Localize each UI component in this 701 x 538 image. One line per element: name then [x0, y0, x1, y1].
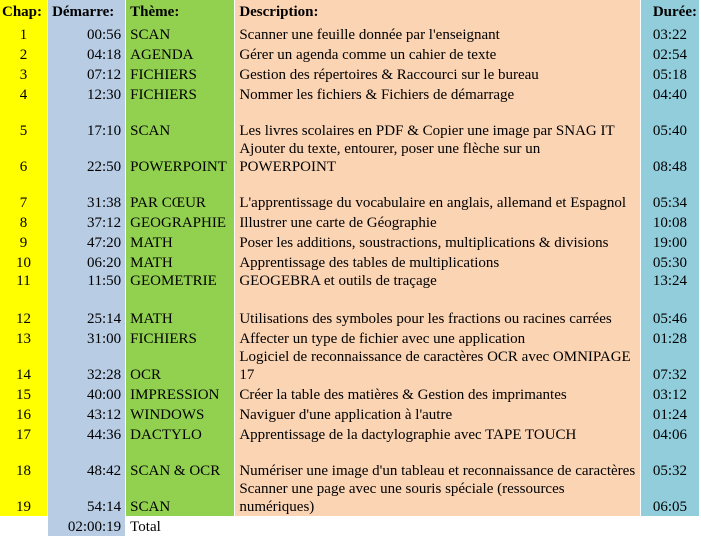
start-cell: 40:00 [48, 384, 125, 404]
table-row [0, 104, 699, 140]
duration-cell: 03:22 [641, 24, 699, 44]
start-cell: 11:50 [48, 272, 125, 292]
header-start: Démarre: [48, 0, 125, 24]
duration-cell: 04:40 [641, 84, 699, 104]
description-cell: Apprentissage de la dactylographie avec TAPE TOUCH [235, 424, 640, 444]
header-duration: Durée: [641, 0, 699, 24]
chap-cell: 12 [0, 292, 47, 328]
start-cell: 47:20 [48, 232, 125, 252]
table-row [0, 212, 699, 232]
table-row [0, 404, 699, 424]
chap-cell: 5 [0, 104, 47, 140]
duration-cell: 01:24 [641, 404, 699, 424]
duration-cell: 05:34 [641, 176, 699, 212]
theme-cell: SCAN [126, 24, 234, 44]
theme-cell: AGENDA [126, 44, 234, 64]
description-cell: Ajouter du texte, entourer, poser une flèche sur un POWERPOINT [235, 140, 640, 176]
theme-cell: SCAN [126, 480, 234, 516]
total-label: Total [126, 516, 234, 536]
duration-cell: 08:48 [641, 140, 699, 176]
header-theme: Thème: [126, 0, 234, 24]
duration-cell: 04:06 [641, 424, 699, 444]
table-row [0, 140, 699, 176]
description-cell: L'apprentissage du vocabulaire en anglais, allemand et Espagnol [235, 176, 640, 212]
table-row [0, 348, 699, 384]
start-cell: 22:50 [48, 140, 125, 176]
start-cell: 07:12 [48, 64, 125, 84]
description-cell: Gestion des répertoires & Raccourci sur le bureau [235, 64, 640, 84]
table-header-row [0, 0, 699, 24]
duration-cell: 05:46 [641, 292, 699, 328]
duration-cell: 10:08 [641, 212, 699, 232]
chap-cell: 6 [0, 140, 47, 176]
chap-cell: 3 [0, 64, 47, 84]
theme-cell: GEOMETRIE [126, 272, 234, 292]
start-cell: 37:12 [48, 212, 125, 232]
table-row [0, 328, 699, 348]
start-cell: 12:30 [48, 84, 125, 104]
theme-cell: FICHIERS [126, 328, 234, 348]
duration-cell: 05:30 [641, 252, 699, 272]
theme-cell: MATH [126, 252, 234, 272]
chap-cell: 4 [0, 84, 47, 104]
description-cell: Affecter un type de fichier avec une application [235, 328, 640, 348]
description-cell: Illustrer une carte de Géographie [235, 212, 640, 232]
duration-cell: 06:05 [641, 480, 699, 516]
theme-cell: WINDOWS [126, 404, 234, 424]
start-cell: 25:14 [48, 292, 125, 328]
theme-cell: IMPRESSION [126, 384, 234, 404]
total-blank-cell [0, 516, 47, 536]
chap-cell: 19 [0, 480, 47, 516]
start-cell: 44:36 [48, 424, 125, 444]
description-cell: Scanner une feuille donnée par l'enseignant [235, 24, 640, 44]
start-cell: 00:56 [48, 24, 125, 44]
description-cell: Naviguer d'une application à l'autre [235, 404, 640, 424]
table-row [0, 292, 699, 328]
table-row [0, 252, 699, 272]
theme-cell: POWERPOINT [126, 140, 234, 176]
table-row [0, 176, 699, 212]
duration-cell: 05:18 [641, 64, 699, 84]
table-row [0, 384, 699, 404]
start-cell: 31:38 [48, 176, 125, 212]
start-cell: 31:00 [48, 328, 125, 348]
table-row [0, 232, 699, 252]
chap-cell: 11 [0, 272, 47, 292]
theme-cell: PAR CŒUR [126, 176, 234, 212]
duration-cell: 07:32 [641, 348, 699, 384]
duration-cell: 05:40 [641, 104, 699, 140]
theme-cell: FICHIERS [126, 84, 234, 104]
description-cell: Poser les additions, soustractions, multiplications & divisions [235, 232, 640, 252]
chap-cell: 9 [0, 232, 47, 252]
theme-cell: MATH [126, 232, 234, 252]
duration-cell: 13:24 [641, 272, 699, 292]
description-cell: Gérer un agenda comme un cahier de texte [235, 44, 640, 64]
description-cell: GEOGEBRA et outils de traçage [235, 272, 640, 292]
start-cell: 43:12 [48, 404, 125, 424]
table-row [0, 272, 699, 292]
table-row [0, 84, 699, 104]
table-row [0, 24, 699, 44]
chap-cell: 8 [0, 212, 47, 232]
start-cell: 04:18 [48, 44, 125, 64]
description-cell: Apprentissage des tables de multiplications [235, 252, 640, 272]
description-cell: Les livres scolaires en PDF & Copier une image par SNAG IT [235, 104, 640, 140]
theme-cell: GEOGRAPHIE [126, 212, 234, 232]
theme-cell: MATH [126, 292, 234, 328]
start-cell: 17:10 [48, 104, 125, 140]
header-description: Description: [235, 0, 640, 24]
chap-cell: 14 [0, 348, 47, 384]
theme-cell: OCR [126, 348, 234, 384]
chap-cell: 18 [0, 444, 47, 480]
description-cell: Créer la table des matières & Gestion des imprimantes [235, 384, 640, 404]
start-cell: 06:20 [48, 252, 125, 272]
table-row [0, 424, 699, 444]
start-cell: 32:28 [48, 348, 125, 384]
chap-cell: 13 [0, 328, 47, 348]
total-row [0, 516, 699, 536]
total-blank-cell [641, 516, 699, 536]
duration-cell: 05:32 [641, 444, 699, 480]
description-cell: Utilisations des symboles pour les fractions ou racines carrées [235, 292, 640, 328]
description-cell: Numériser une image d'un tableau et reconnaissance de caractères [235, 444, 640, 480]
chap-cell: 17 [0, 424, 47, 444]
table-row [0, 44, 699, 64]
theme-cell: SCAN [126, 104, 234, 140]
total-time: 02:00:19 [48, 516, 125, 536]
duration-cell: 02:54 [641, 44, 699, 64]
theme-cell: FICHIERS [126, 64, 234, 84]
table-row [0, 64, 699, 84]
duration-cell: 03:12 [641, 384, 699, 404]
description-cell: Scanner une page avec une souris spéciale (ressources numériques) [235, 480, 640, 516]
description-cell: Nommer les fichiers & Fichiers de démarrage [235, 84, 640, 104]
chap-cell: 2 [0, 44, 47, 64]
theme-cell: SCAN & OCR [126, 444, 234, 480]
start-cell: 54:14 [48, 480, 125, 516]
chap-cell: 16 [0, 404, 47, 424]
chap-cell: 15 [0, 384, 47, 404]
chap-cell: 7 [0, 176, 47, 212]
header-chap: Chap: [0, 0, 47, 24]
chap-cell: 1 [0, 24, 47, 44]
total-blank-cell [235, 516, 640, 536]
description-cell: Logiciel de reconnaissance de caractères OCR avec OMNIPAGE 17 [235, 348, 640, 384]
chap-cell: 10 [0, 252, 47, 272]
theme-cell: DACTYLO [126, 424, 234, 444]
start-cell: 48:42 [48, 444, 125, 480]
duration-cell: 01:28 [641, 328, 699, 348]
table-row [0, 480, 699, 516]
table-row [0, 444, 699, 480]
duration-cell: 19:00 [641, 232, 699, 252]
table-body [0, 24, 699, 536]
